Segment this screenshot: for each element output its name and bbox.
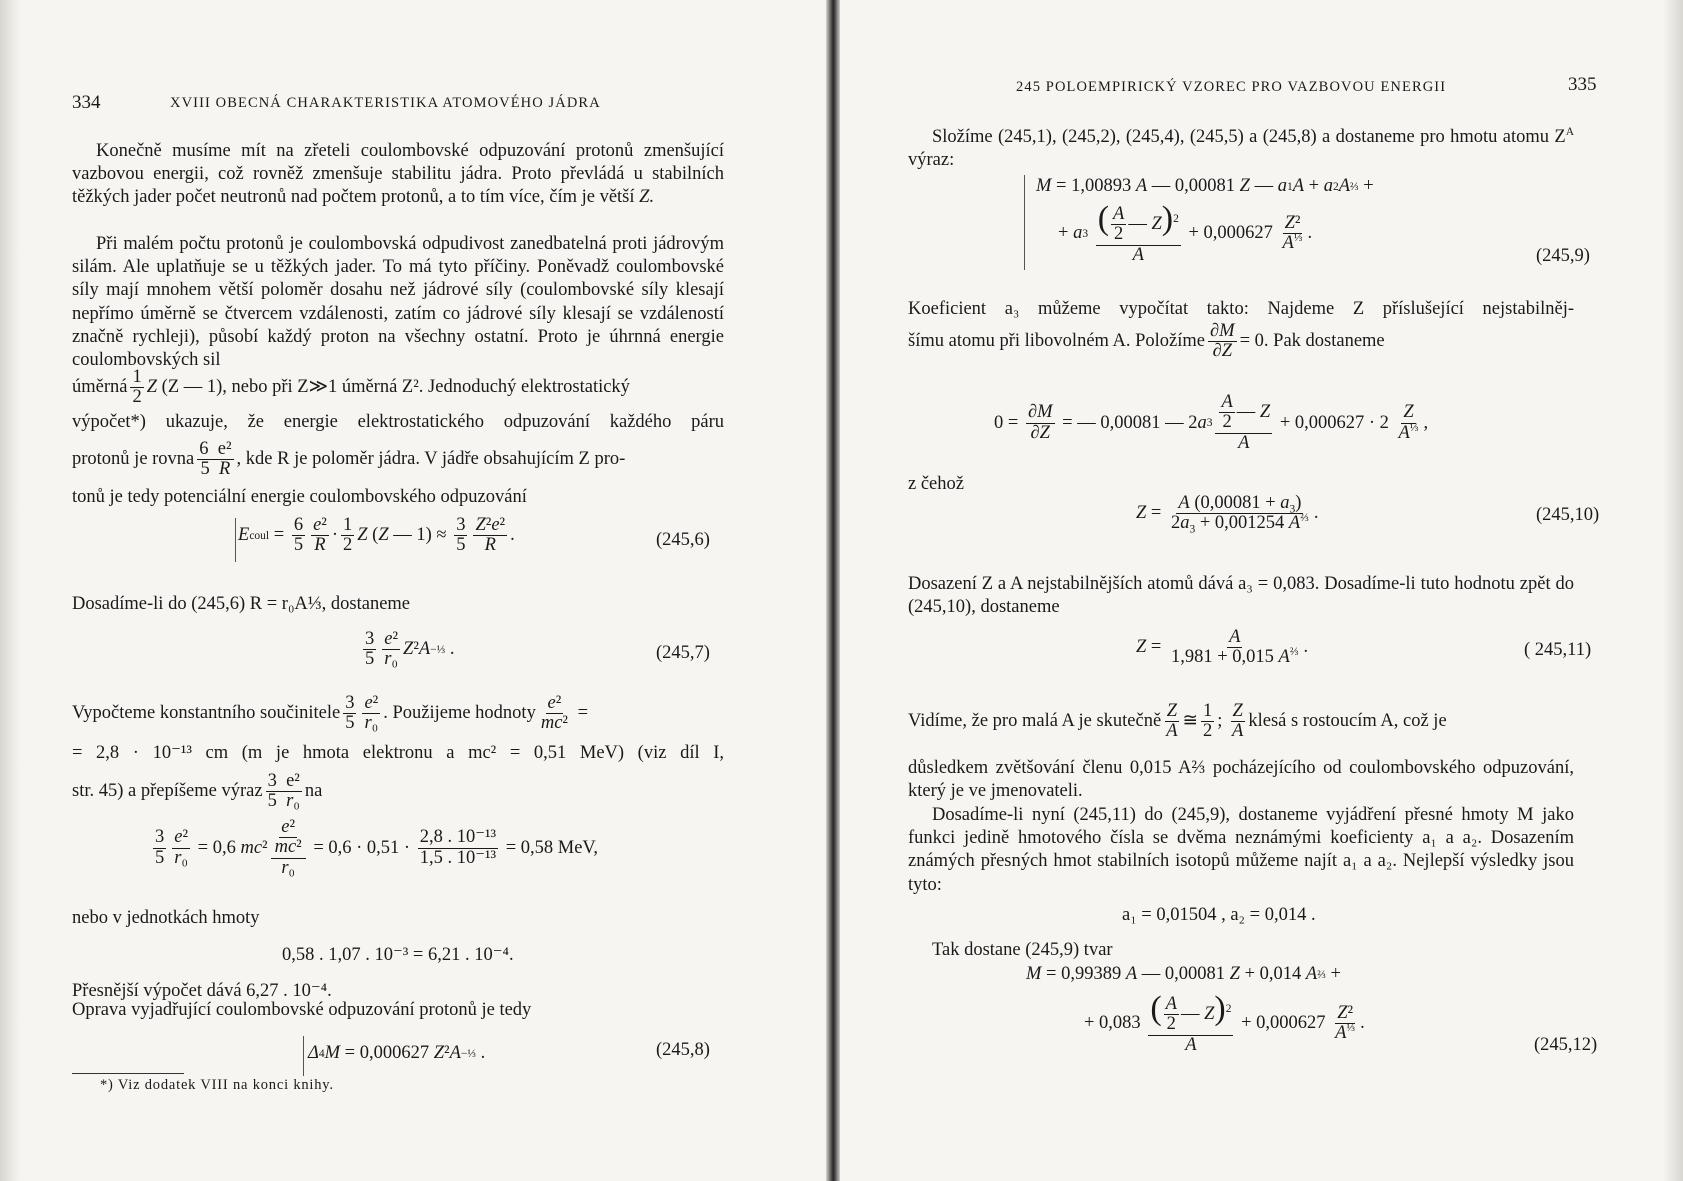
paragraph-slozime: Složíme (245,1), (245,2), (245,4), (245,5) a (245,8) a dostaneme pro hmotu atomu $Z^A$ výraz: (908, 125, 1574, 171)
line-vypocteme: Vypočteme konstantního součinitele $\frac{3}{5}$ $\frac{\text{e²}}{\text{r₀}}$ . Použijeme hodnoty $\frac{\text{e²}}{\text{mc²}}$ = (72, 693, 589, 734)
running-header: XVIII OBECNÁ CHARAKTERISTIKA ATOMOVÉHO JÁDRA (170, 95, 601, 111)
paragraph-coulomb-intro: Konečně musíme mít na zřeteli coulombovské odpuzování protonů zmenšující vazbovou energii, což rovněž zmenšuje stabilitu jádra. Proto převládá u stabilních těžkých jader počet neutronů nad počtem protonů, a to tím více, čím je větší Z. (72, 141, 724, 208)
footnote: *) Viz dodatek VIII na konci knihy. (100, 1077, 334, 1093)
line-cehoz: z čehož (908, 474, 964, 494)
line-simu: šímu atomu při libovolném A. Položíme $\frac{\partial M}{\partial Z}$ = 0. Pak dostaneme (908, 321, 1385, 362)
equation-m-line1: M = 1,00893 A — 0,00081 Z — a 1 A + a 2 A ⅔ + (1036, 176, 1374, 196)
line-coefficient-values: a₁ = 0,01504 , a₂ = 0,014 . (1122, 905, 1316, 925)
page-number: 335 (1568, 74, 1597, 95)
line-vidime: Vidíme, že pro malá A je skutečně $\frac{Z}{A}$ ≅ $\frac{1}{2}$ ; $\frac{Z}{A}$ klesá s rostoucím A, což je (908, 701, 1447, 742)
equation-z-final: Z = A 1,981 + 0,015 $A^{\frac{2}{3}}$ . (1136, 627, 1309, 668)
equation-number-245-10: (245,10) (1536, 505, 1600, 525)
line-dosadime: Dosadíme-li do (245,6) R = r₀A⅓, dostaneme (72, 594, 411, 614)
line-2-8: = 2,8 · 10⁻¹³ cm (m je hmota elektronu a mc² = 0,51 MeV) (viz díl I, (72, 743, 724, 763)
running-header: 245 POLOEMPIRICKÝ VZOREC PRO VAZBOVOU ENERGII (1016, 79, 1447, 95)
equation-number-245-8: (245,8) (656, 1040, 710, 1060)
line-calc: 0,58 . 1,07 . 10⁻³ = 6,21 . 10⁻⁴. (282, 945, 514, 965)
line-presnejsi: Přesnější výpočet dává 6,27 . 10⁻⁴. (72, 981, 332, 1001)
equation-058-mev: 3 5 e² r₀ = 0,6 mc ² $\frac{\text{e²}}{\text{mc²}}$ r₀ = 0,6 · 0,51 · $\frac{\text{2,8 . 10⁻¹³}}{\text{1,5 . 10⁻¹³}}$ = 0,58 MeV, (155, 817, 599, 878)
line-umerna: úměrná $\frac{1}{2}$ Z (Z — 1), nebo při Z≫1 úměrná Z². Jednoduchý elektrostatický (72, 367, 630, 408)
equation-number-245-7: (245,7) (656, 643, 710, 663)
paragraph-dosadime: Dosadíme-li nyní (245,11) do (245,9), dostaneme vyjádření přesné hmoty M jako funkci jedině hmotového čísla se dvěma neznámými koeficienty a₁ a a₂. Dosazením známých přesných hmot stabilních isotopů můžeme najít a₁ a a₂. Nejlepší výsledky jsou tyto: (908, 805, 1574, 895)
page-number: 334 (72, 92, 101, 113)
equation-m-final-line1: M = 0,99389 A — 0,00081 Z + 0,014 A ⅔ + (1026, 964, 1341, 984)
right-page (836, 0, 1683, 1181)
paragraph-coulomb-heavy: Při malém počtu protonů je coulombovská odpudivost zanedbatelná proti jádrovým silám. Ale uplatňuje se u těžkých jader. To má tyto příčiny. Poněvadž coulombovské síly mají mnohem větší poloměr dosahu než jádrové síly (coulombovské síly klesají nepřímo úměrně se čtvercem vzdálenosti, zatím co jádrové síly klesají se vzdáleností značně rychleji), působí každý proton na všechny ostatní. Proto je úhrnná energie coulombovských sil (72, 234, 724, 371)
equation-derivative: 0 = ∂M ∂Z = — 0,00081 — 2 a 3 $\frac{A}{2}$ — Z A + 0,000627 · 2 Z $A^{\frac{1}{3}}$ , (994, 392, 1429, 453)
margin-mark (235, 518, 236, 562)
line-protonu: protonů je rovna $\frac{\text{6 e²}}{5 R}$ , kde R je poloměr jádra. V jádře obsahujícím Z pro- (72, 439, 626, 480)
left-page (0, 0, 830, 1181)
paragraph-dusledkem: důsledkem zvětšování členu 0,015 A⅔ pocházejícího od coulombovského odpuzování, který je ve jmenovateli. (908, 758, 1574, 802)
equation-m-line2: + a 3 ( $\frac{A}{2}$ — Z)$^2$ A + 0,000627 Z² $A^{\frac{1}{3}}$ . (1058, 200, 1313, 265)
equation-number-245-12: (245,12) (1534, 1035, 1598, 1055)
margin-mark (303, 1036, 304, 1076)
footnote-rule (72, 1073, 184, 1074)
equation-number-245-9: (245,9) (1536, 246, 1590, 266)
line-nebo: nebo v jednotkách hmoty (72, 908, 260, 928)
equation-ecoul: E coul = 6 5 e² R · 1 2 Z ( Z — 1) ≈ 3 5 Z²e² R . (238, 515, 515, 556)
equation-3e2-r0: 3 5 e² r₀ Z ² A −⅓ . (365, 629, 455, 670)
line-oprava: Oprava vyjadřující coulombovské odpuzování protonů je tedy (72, 1000, 532, 1020)
line-tonu: tonů je tedy potenciální energie coulombovského odpuzování (72, 487, 527, 507)
equation-number-245-6: (245,6) (656, 530, 710, 550)
paragraph-dosazeni: Dosazení Z a A nejstabilnějších atomů dává a₃ = 0,083. Dosadíme-li tuto hodnotu zpět do (245,10), dostaneme (908, 574, 1574, 618)
equation-delta-m: Δ 4 M = 0,000627 Z ² A −⅓ . (308, 1043, 486, 1063)
line-koeficient: Koeficient a₃ můžeme vypočítat takto: Najdeme Z příslušející nejstabilněj- (908, 299, 1574, 319)
equation-z: Z = A $(0,00081 + a_3)$ $2a_3 + 0,001254$ $A^{\frac{2}{3}}$ . (1136, 493, 1319, 537)
line-vypocet: výpočet*) ukazuje, že energie elektrostatického odpuzování každého páru (72, 412, 724, 432)
equation-m-final-line2: + 0,083 ( $\frac{A}{2}$ — Z)$^2$ A + 0,000627 Z² $A^{\frac{1}{3}}$ . (1084, 990, 1365, 1055)
line-str: str. 45) a přepíšeme výraz $\frac{\text{3 e²}}{\text{5 r₀}}$ na (72, 771, 323, 812)
equation-number-245-11: ( 245,11) (1524, 640, 1592, 660)
margin-mark (1024, 175, 1025, 270)
line-tak: Tak dostane (245,9) tvar (932, 940, 1113, 960)
